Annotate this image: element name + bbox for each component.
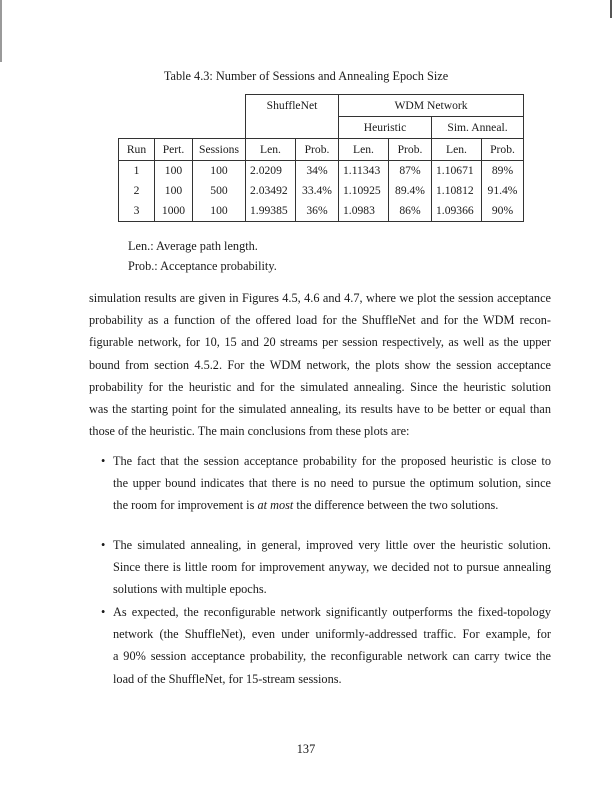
bullet-icon: • xyxy=(101,454,106,468)
col-header: Prob. xyxy=(296,139,339,161)
header-wdm-network: WDM Network xyxy=(339,95,524,117)
text-line: As expected, the reconfigurable network significantly outperforms the fixed-topology xyxy=(113,605,551,619)
cell: 90% xyxy=(482,201,524,222)
text-line: network (the ShuffleNet), even under uniformly-addressed traffic. For example, for xyxy=(113,627,551,642)
text-line: was the starting point for the simulated annealing, its results have to be better or equal than xyxy=(89,401,551,416)
cell: 500 xyxy=(193,181,246,201)
cell: 2.03492 xyxy=(246,181,296,201)
table-header-row-1 xyxy=(119,95,524,117)
text-line: bound from section 4.5.2. For the WDM network, the plots show the session acceptance xyxy=(89,357,551,372)
text-span: the difference between the two solutions. xyxy=(293,498,499,513)
table-column-header-row xyxy=(119,139,524,161)
table-row xyxy=(119,161,524,182)
cell: 100 xyxy=(193,161,246,182)
cell: 1000 xyxy=(155,201,193,222)
col-header: Len. xyxy=(246,139,296,161)
text-line: simulation results are given in Figures 4.5, 4.6 and 4.7, where we plot the session acceptance xyxy=(89,291,551,305)
cell: 86% xyxy=(389,201,432,222)
header-shufflenet: ShuffleNet xyxy=(246,95,339,139)
cell: 1.09366 xyxy=(432,201,482,222)
cell: 34% xyxy=(296,161,339,182)
col-header: Len. xyxy=(432,139,482,161)
cell: 91.4% xyxy=(482,181,524,201)
text-line: probability for the heuristic and for the simulated annealing. Since the heuristic solution xyxy=(89,379,551,394)
cell: 1.11343 xyxy=(339,161,389,182)
col-header: Len. xyxy=(339,139,389,161)
cell: 2 xyxy=(119,181,155,201)
text-line: figurable network, for 10, 15 and 20 streams per session respectively, as well as the upper xyxy=(89,335,551,350)
text-line: solutions with multiple epochs. xyxy=(113,582,267,597)
cell: 3 xyxy=(119,201,155,222)
text-line xyxy=(113,494,551,516)
cell: 89% xyxy=(482,161,524,182)
col-header: Sessions xyxy=(193,139,246,161)
cell: 1.99385 xyxy=(246,201,296,222)
cell: 89.4% xyxy=(389,181,432,201)
emphasis-at-most: at most xyxy=(257,498,294,513)
header-heuristic: Heuristic xyxy=(339,117,432,139)
cell: 1.10812 xyxy=(432,181,482,201)
scan-edge-left xyxy=(0,0,2,62)
text-line: the upper bound indicates that there is no need to pursue the optimum solution, since xyxy=(113,476,551,491)
col-header: Run xyxy=(119,139,155,161)
col-header: Prob. xyxy=(389,139,432,161)
cell: 1.0983 xyxy=(339,201,389,222)
body-paragraph xyxy=(89,287,551,442)
cell: 1 xyxy=(119,161,155,182)
table-row xyxy=(119,181,524,201)
col-header: Prob. xyxy=(482,139,524,161)
text-line: load of the ShuffleNet, for 15-stream sessions. xyxy=(113,671,342,686)
cell: 100 xyxy=(155,161,193,182)
cell: 87% xyxy=(389,161,432,182)
cell: 100 xyxy=(155,181,193,201)
text-line: The fact that the session acceptance probability for the proposed heuristic is close to xyxy=(113,454,551,468)
table-caption: Table 4.3: Number of Sessions and Annealing Epoch Size xyxy=(163,69,449,83)
bullet-icon: • xyxy=(101,605,106,619)
page-number: 137 xyxy=(296,742,316,756)
text-line: probability as a function of the offered load for the ShuffleNet and for the WDM recon- xyxy=(89,313,551,328)
sessions-table xyxy=(118,94,524,222)
cell: 1.10671 xyxy=(432,161,482,182)
text-line: The simulated annealing, in general, improved very little over the heuristic solution. xyxy=(113,538,551,552)
text-line: those of the heuristic. The main conclusions from these plots are: xyxy=(89,424,410,439)
cell: 36% xyxy=(296,201,339,222)
col-header: Pert. xyxy=(155,139,193,161)
header-sim-anneal: Sim. Anneal. xyxy=(432,117,524,139)
table-notes xyxy=(128,236,277,276)
cell: 100 xyxy=(193,201,246,222)
cell: 1.10925 xyxy=(339,181,389,201)
cell: 2.0209 xyxy=(246,161,296,182)
text-span: the room for improvement is xyxy=(113,498,258,513)
text-line: a 90% session acceptance probability, the reconfigurable network can carry twice the xyxy=(113,649,551,664)
bullet-icon: • xyxy=(101,538,106,552)
table-row xyxy=(119,201,524,222)
note-len: Len.: Average path length. xyxy=(128,239,258,253)
cell: 33.4% xyxy=(296,181,339,201)
text-line: Since there is little room for improvement anyway, we decided not to pursue annealing xyxy=(113,560,551,575)
note-prob: Prob.: Acceptance probability. xyxy=(128,259,277,273)
